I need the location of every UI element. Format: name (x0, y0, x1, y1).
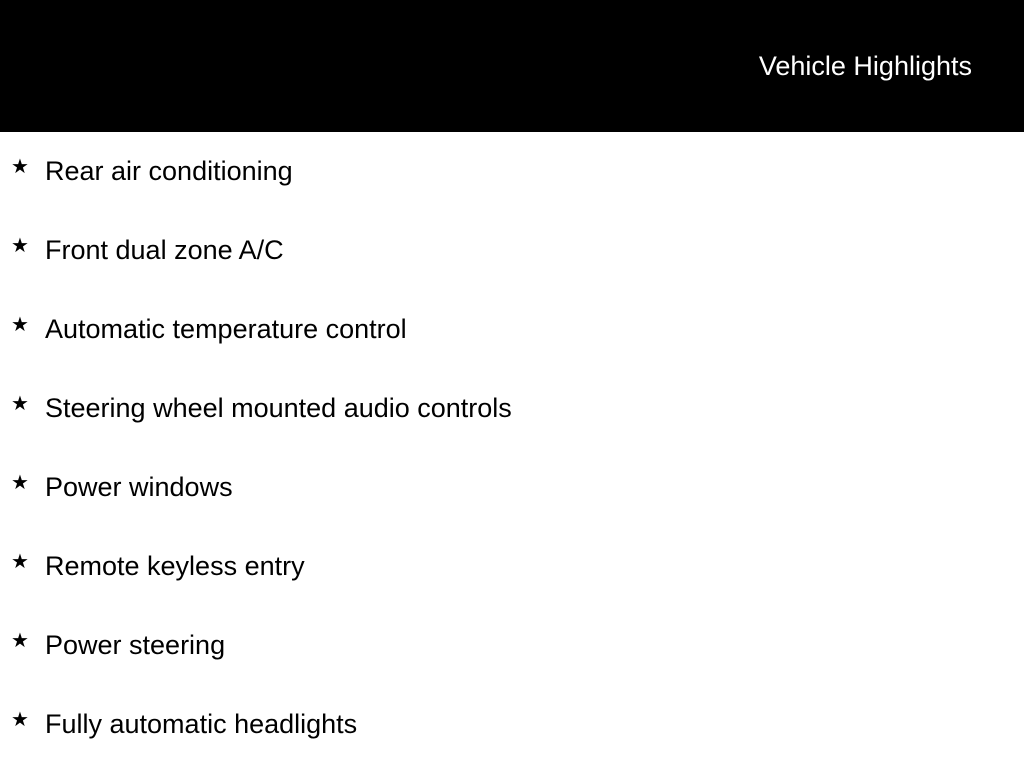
list-item (0, 369, 1024, 448)
list-item-label: Fully automatic headlights (45, 709, 358, 739)
list-item (0, 132, 1024, 211)
star-icon: ★ (11, 630, 29, 652)
list-item-label: Automatic temperature control (45, 314, 407, 344)
list-item-label: Rear air conditioning (45, 156, 293, 186)
list-item (0, 606, 1024, 685)
list-item-label: Steering wheel mounted audio controls (45, 393, 512, 423)
star-icon: ★ (11, 235, 29, 257)
list-item-label: Power steering (45, 630, 226, 660)
list-item (0, 685, 1024, 764)
highlights-list (0, 132, 1024, 764)
list-item-label: Power windows (45, 472, 233, 502)
header-bar (0, 0, 1024, 132)
list-item (0, 527, 1024, 606)
star-icon: ★ (11, 709, 29, 731)
page-title: Vehicle Highlights (758, 51, 972, 81)
list-item (0, 448, 1024, 527)
star-icon: ★ (11, 314, 29, 336)
list-item (0, 211, 1024, 290)
list-item (0, 290, 1024, 369)
star-icon: ★ (11, 472, 29, 494)
star-icon: ★ (11, 393, 29, 415)
star-icon: ★ (11, 551, 29, 573)
list-item-label: Front dual zone A/C (45, 235, 284, 265)
list-item-label: Remote keyless entry (45, 551, 305, 581)
star-icon: ★ (11, 156, 29, 178)
